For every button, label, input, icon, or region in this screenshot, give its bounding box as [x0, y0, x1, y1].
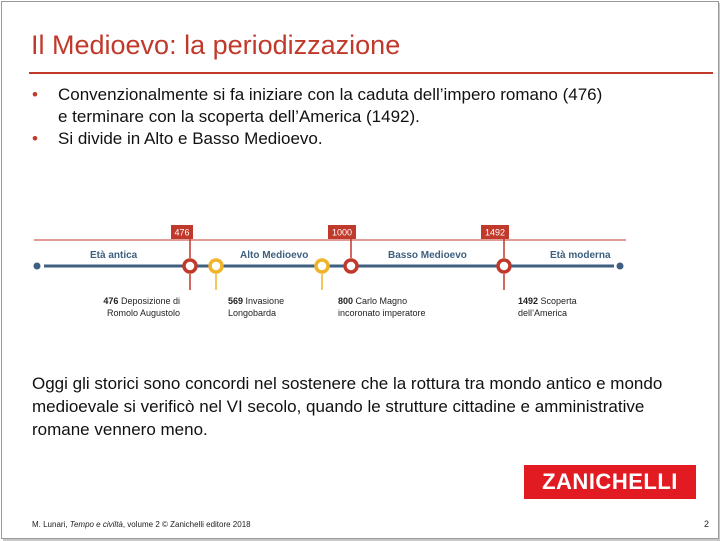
event-label	[103, 296, 180, 306]
track-right-dots	[617, 263, 631, 270]
bullet-marker: •	[32, 85, 38, 104]
bullet-item	[32, 84, 712, 128]
marker-476	[184, 260, 196, 272]
marker-1000	[345, 260, 357, 272]
year-flag-label: 1000	[331, 227, 353, 238]
bullet-marker: •	[32, 129, 38, 148]
event-label: dell’America	[518, 308, 568, 318]
year-flag-1000	[328, 225, 356, 258]
event-year: 1492	[518, 296, 539, 306]
bullet-item	[32, 128, 712, 150]
period-label: Basso Medioevo	[388, 250, 467, 261]
event-text: Carlo Magno	[355, 296, 408, 306]
event-label: Longobarda	[228, 308, 277, 318]
year-flag-label: 476	[174, 227, 190, 238]
event-year: 569	[228, 296, 244, 306]
footer-book-title: Tempo e civiltà	[69, 520, 123, 529]
marker-800	[316, 260, 328, 272]
body-paragraph: Oggi gli storici sono concordi nel sostenere che la rottura tra mondo antico e mondo medioevale si verificò nel VI secolo, quando le strutture cittadine e amministrative romane vennero meno.	[32, 374, 663, 439]
page-number: 2	[704, 519, 710, 529]
slide	[1, 1, 719, 539]
year-flag-476	[171, 225, 193, 258]
publisher-logo: ZANICHELLI	[524, 465, 696, 499]
event-year: 476	[103, 296, 119, 306]
period-label: Età moderna	[550, 250, 611, 261]
slide-title: Il Medioevo: la periodizzazione	[31, 30, 401, 60]
bullet-list	[32, 84, 712, 150]
footer-prefix: M. Lunari,	[32, 520, 70, 529]
year-flag-1492	[481, 225, 509, 258]
period-label: Età antica	[90, 250, 138, 261]
marker-569	[210, 260, 222, 272]
bullet-text: Convenzionalmente si fa iniziare con la caduta dell’impero romano (476)	[58, 85, 603, 104]
event-label	[228, 296, 284, 306]
event-text: Deposizione di	[120, 296, 180, 306]
event-year: 800	[338, 296, 354, 306]
event-text: Invasione	[245, 296, 285, 306]
bullet-text: Si divide in Alto e Basso Medioevo.	[58, 129, 323, 148]
event-label: Romolo Augustolo	[106, 308, 180, 318]
marker-1492	[498, 260, 510, 272]
timeline-diagram	[30, 220, 630, 330]
period-label: Alto Medioevo	[240, 250, 309, 261]
footer-suffix: , volume 2 © Zanichelli editore 2018	[122, 520, 251, 529]
event-label: incoronato imperatore	[338, 308, 426, 318]
bullet-text: e terminare con la scoperta dell’America (1492).	[58, 107, 420, 126]
footer-credit	[32, 520, 251, 529]
title-divider	[29, 72, 713, 74]
event-label	[518, 296, 577, 306]
event-text: Scoperta	[540, 296, 577, 306]
year-flag-label: 1492	[484, 227, 506, 238]
track-left-dots	[30, 263, 41, 270]
event-label	[338, 296, 407, 306]
